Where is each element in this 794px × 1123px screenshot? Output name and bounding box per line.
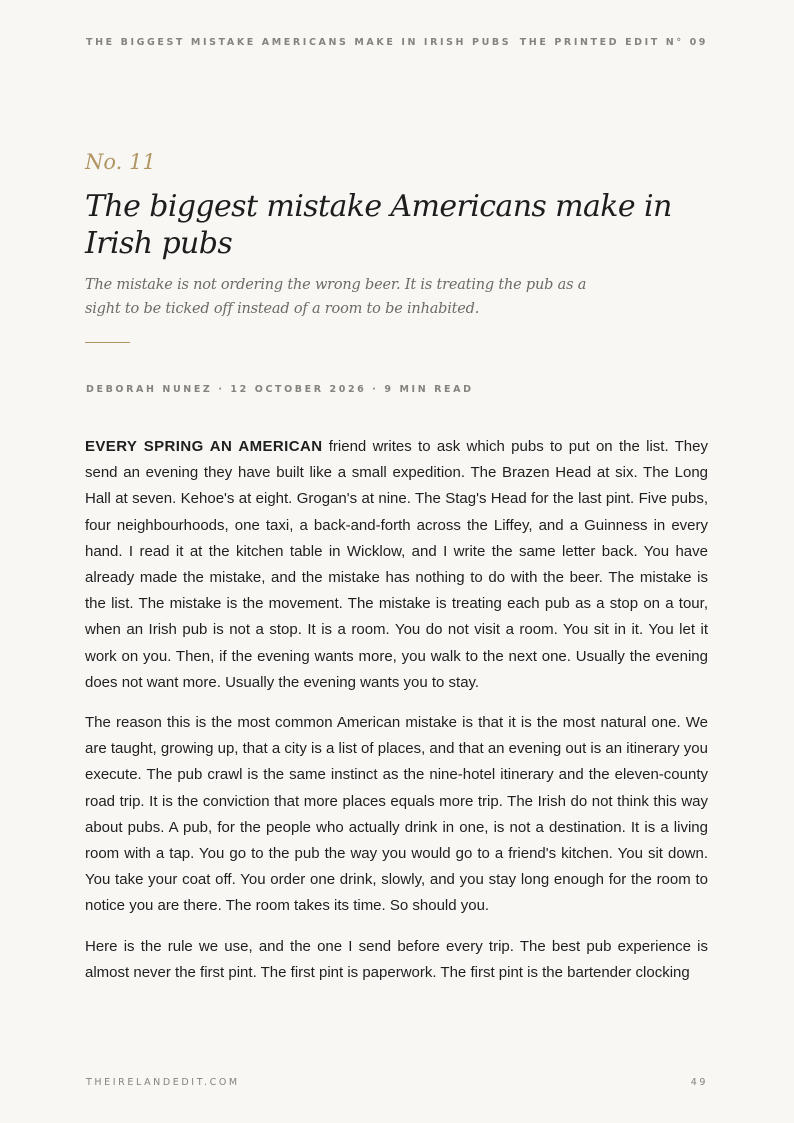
body-paragraph: The reason this is the most common American mistake is that it is the most natural one. We are taught, growing up, that a city is a list of places, and that an evening out is an itinerary you execute. The pub crawl is the same instinct as the nine-hotel itinerary and the eleven-county road trip. It is the conviction that more places equals more trip. The Irish do not think this way about pubs. A pub, for the people who actually drink in one, is not a destination. It is a living room with a tap. You go to the pub the way you would go to a friend's kitchen. You sit down. You take your coat off. You order one drink, slowly, and you stay long enough for the room to notice you are there. The room takes its time. So should you. bbox=[85, 714, 708, 915]
page-footer bbox=[86, 1077, 708, 1088]
article-byline: DEBORAH NUNEZ · 12 OCTOBER 2026 · 9 MIN READ bbox=[86, 384, 474, 395]
body-paragraph bbox=[85, 434, 708, 696]
page-number: 49 bbox=[690, 1077, 708, 1088]
body-paragraph: Here is the rule we use, and the one I send before every trip. The best pub experience is almost never the first pint. The first pint is paperwork. The first pint is the bartender clocking bbox=[85, 937, 708, 981]
lead-in: EVERY SPRING AN AMERICAN bbox=[85, 438, 323, 455]
article-dek: The mistake is not ordering the wrong beer. It is treating the pub as a sight to be ticked off instead of a room to be inhabited. bbox=[85, 277, 587, 317]
article-body bbox=[85, 434, 708, 1014]
paragraph-text: friend writes to ask which pubs to put on the list. They send an evening they have built like a small expedition. The Brazen Head at six. The Long Hall at seven. Kehoe's at eight. Grogan's at nine. The Stag's Head for the last pint. Five pubs, four neighbourhoods, one taxi, a back-and-forth across the Liffey, and a Guinness in every hand. I read it at the kitchen table in Wicklow, and I write the same letter back. You have already made the mistake, and the mistake has nothing to do with the beer. The mistake is the list. The mistake is the movement. The mistake is treating each pub as a stop on a tour, when an Irish pub is not a stop. It is a room. You do not visit a room. You sit in it. You let it work on you. Then, if the evening wants more, you walk to the next one. Usually the evening does not want more. Usually the evening wants you to stay. bbox=[85, 438, 708, 691]
footer-site: THEIRELANDEDIT.COM bbox=[86, 1077, 240, 1088]
running-header-issue: THE PRINTED EDIT N° 09 bbox=[519, 37, 708, 48]
title-divider bbox=[85, 342, 130, 343]
running-header-title: THE BIGGEST MISTAKE AMERICANS MAKE IN IRISH PUBS bbox=[86, 37, 512, 48]
article-number: No. 11 bbox=[85, 150, 156, 174]
running-header bbox=[86, 37, 708, 48]
article-title: The biggest mistake Americans make in Irish pubs bbox=[85, 189, 672, 261]
